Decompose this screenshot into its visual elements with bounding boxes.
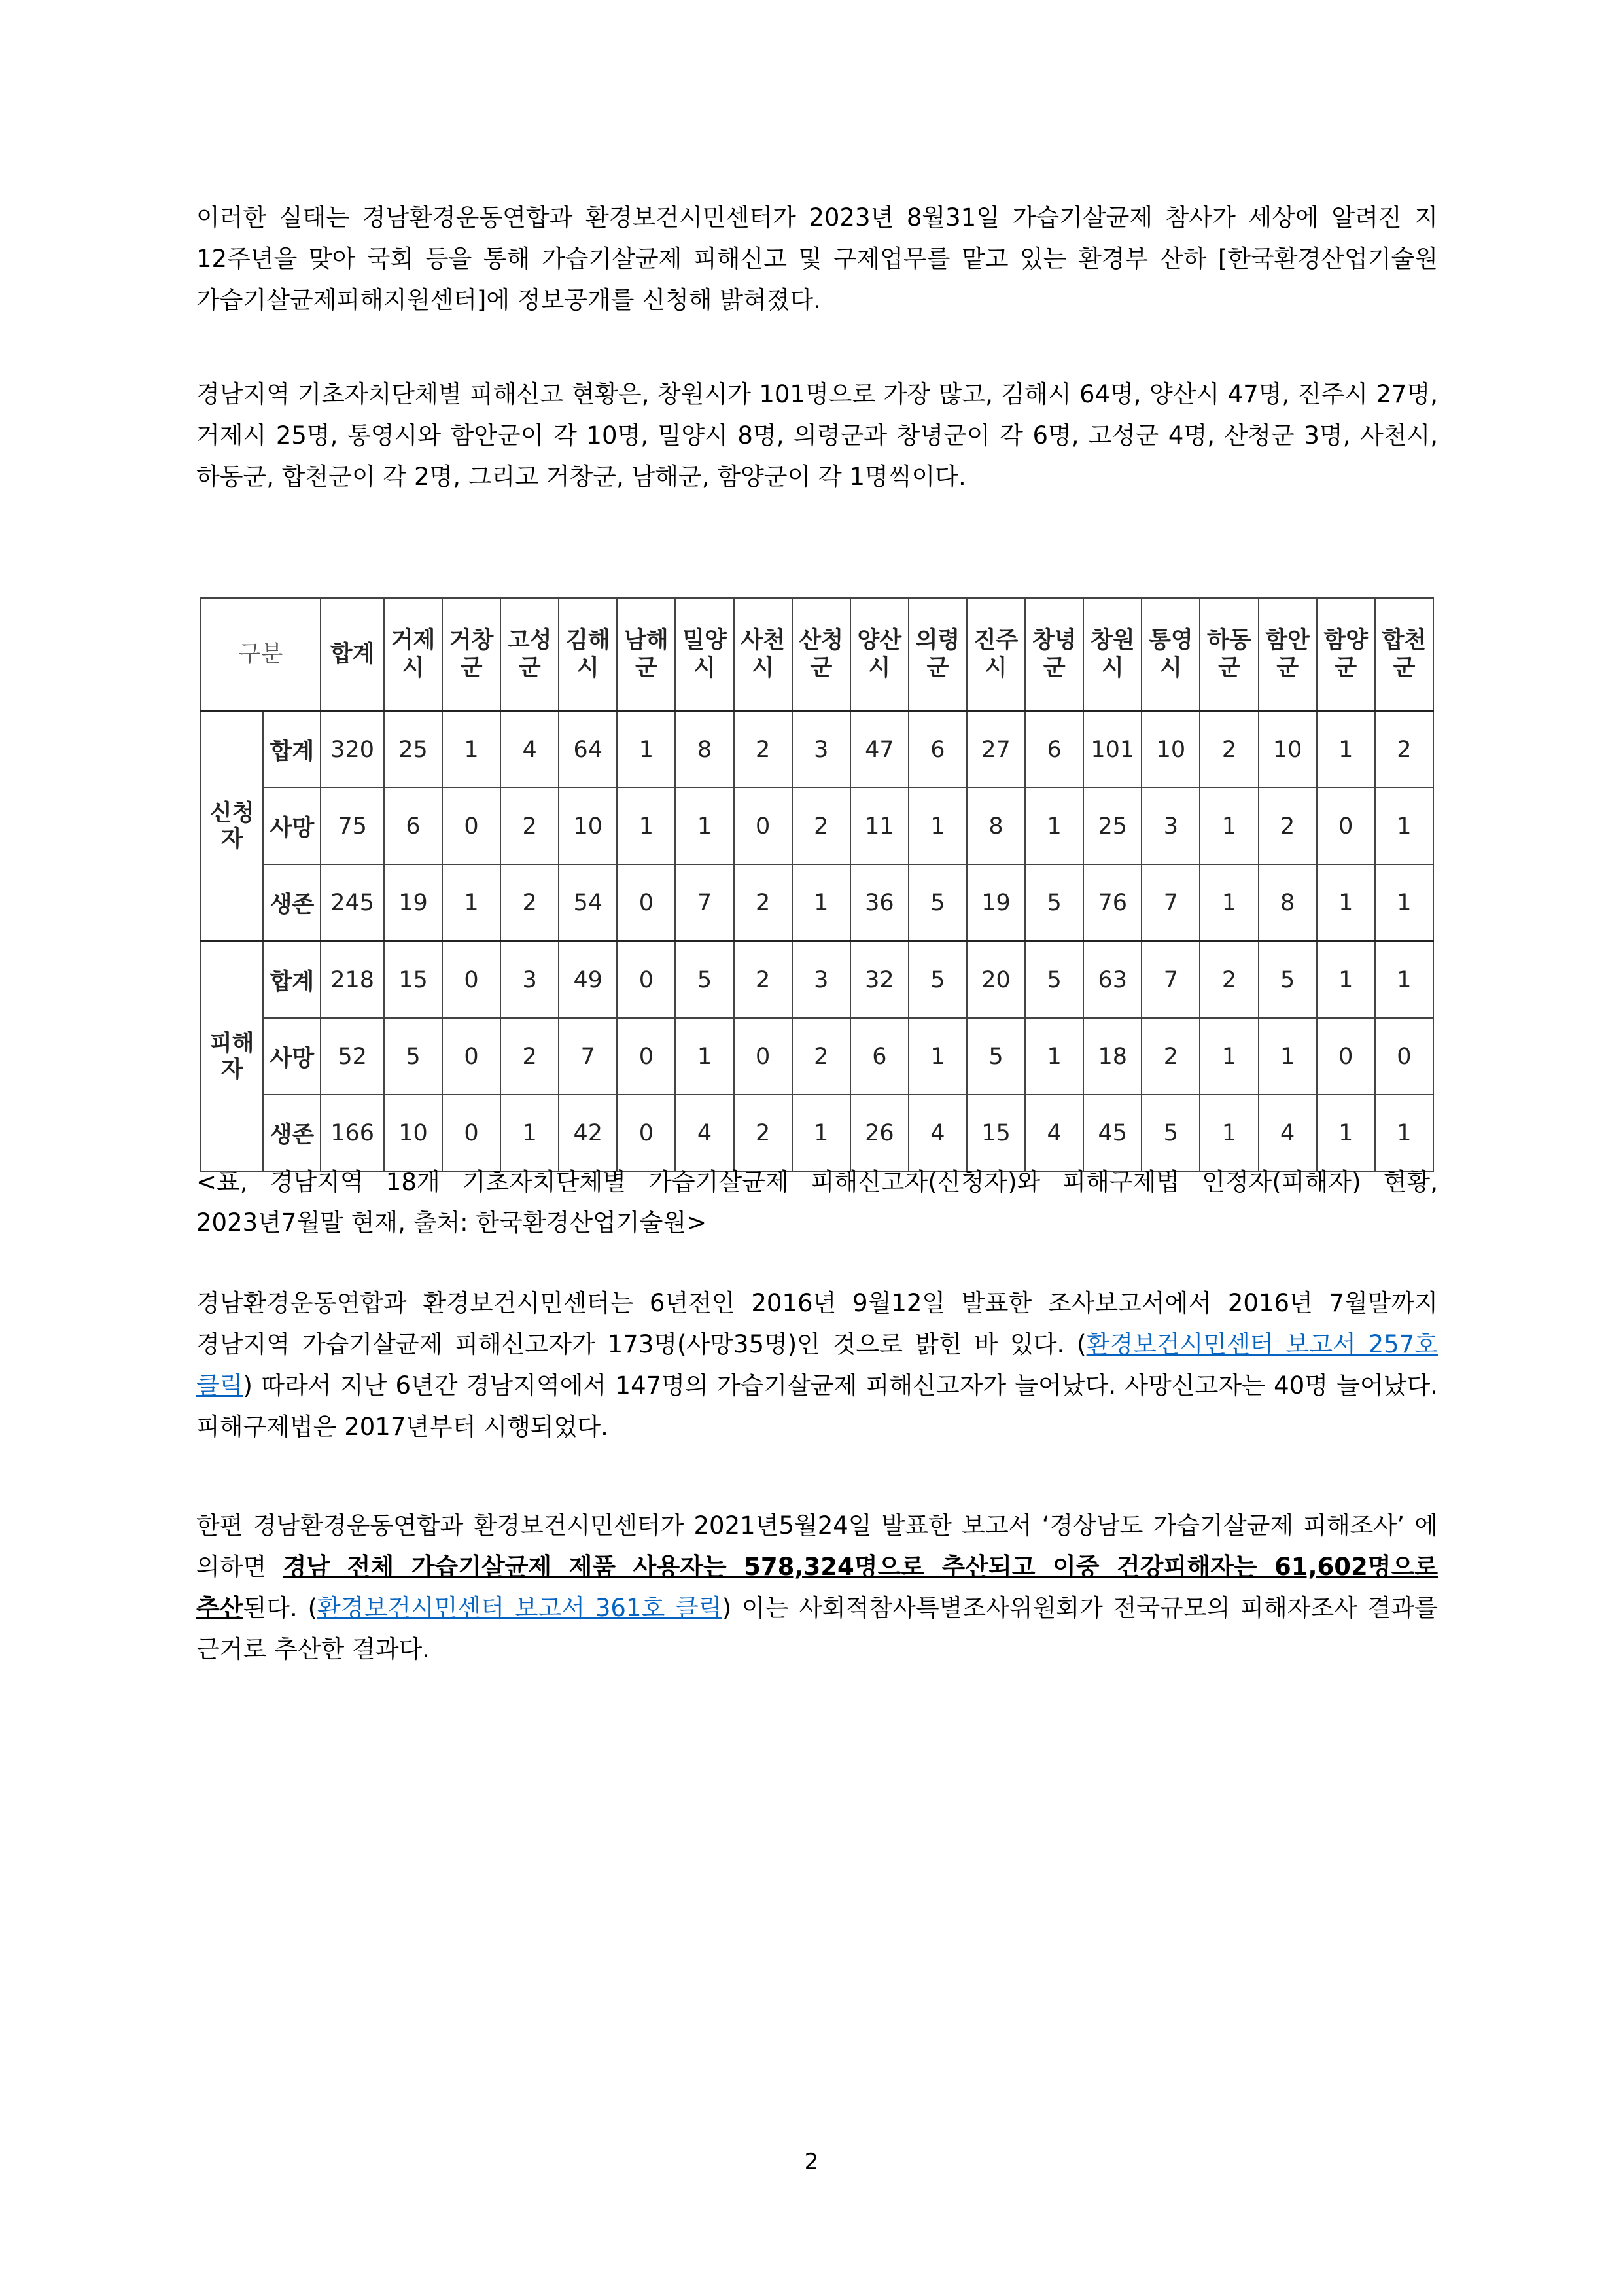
table-cell: 36 [850, 864, 909, 942]
table-cell: 166 [321, 1095, 383, 1171]
paragraph-1: 이러한 실태는 경남환경운동연합과 환경보건시민센터가 2023년 8월31일 가습기살균제 참사가 세상에 알려진 지 12주년을 맞아 국회 등을 통해 가습기살균제 피해신고 및 구제업무를 맡고 있는 환경부 산하 [한국환경산업기술원 가습기살균제피해지원센터]에 정보공개를 신청해 밝혀졌다. [196, 203, 1438, 314]
report-361-link[interactable]: 환경보건시민센터 보고서 361호 클릭 [317, 1594, 722, 1622]
table-column-header: 함안 군 [1259, 598, 1317, 711]
table-cell: 5 [1025, 942, 1083, 1019]
table-row [201, 864, 1433, 942]
table-cell: 0 [442, 1018, 500, 1095]
table-column-header: 남해 군 [617, 598, 675, 711]
table-cell: 1 [1317, 1095, 1375, 1171]
table-cell: 27 [967, 711, 1025, 788]
damage-report-table [200, 597, 1434, 1172]
table-column-header: 진주 시 [967, 598, 1025, 711]
table-cell: 320 [321, 711, 383, 788]
table-cell: 1 [1317, 942, 1375, 1019]
table-cell: 3 [792, 942, 850, 1019]
table-row-label: 생존 [263, 864, 321, 942]
table-cell: 0 [734, 788, 792, 864]
table-column-header: 양산 시 [850, 598, 909, 711]
table-cell: 5 [1259, 942, 1317, 1019]
table-cell: 7 [1142, 864, 1200, 942]
page-number: 2 [804, 2149, 819, 2175]
paragraph-3 [196, 1282, 1438, 1447]
table-cell: 1 [792, 864, 850, 942]
table-cell: 8 [967, 788, 1025, 864]
table-column-header: 함양 군 [1317, 598, 1375, 711]
table-cell: 6 [850, 1018, 909, 1095]
table-cell: 6 [1025, 711, 1083, 788]
table-cell: 2 [734, 942, 792, 1019]
table-cell: 4 [500, 711, 559, 788]
table-cell: 15 [384, 942, 442, 1019]
paragraph-4 [196, 1505, 1438, 1670]
table-cell: 0 [617, 1018, 675, 1095]
table-cell: 1 [617, 711, 675, 788]
table-cell: 0 [1375, 1018, 1433, 1095]
table-cell: 1 [442, 864, 500, 942]
table-cell: 10 [1259, 711, 1317, 788]
table-cell: 2 [1375, 711, 1433, 788]
table-corner-cell: 구분 [201, 598, 321, 711]
table-cell: 1 [1375, 942, 1433, 1019]
table-cell: 3 [1142, 788, 1200, 864]
table-cell: 101 [1083, 711, 1142, 788]
table-cell: 2 [734, 1095, 792, 1171]
table-row [201, 788, 1433, 864]
table-cell: 76 [1083, 864, 1142, 942]
table-cell: 1 [617, 788, 675, 864]
table-cell: 2 [792, 1018, 850, 1095]
paragraph-3-text-a: 경남환경운동연합과 환경보건시민센터는 6년전인 2016년 9월12일 발표한 조사보고서에서 2016년 7월말까지 경남지역 가습기살균제 피해신고자가 173명(사망35명)인 것으로 밝힌 바 있다. ( [196, 1289, 1438, 1358]
table-group-label: 피해 자 [201, 942, 263, 1172]
table-cell: 2 [500, 788, 559, 864]
table-cell: 47 [850, 711, 909, 788]
table-cell: 0 [1317, 788, 1375, 864]
table-cell: 8 [1259, 864, 1317, 942]
report-257-link[interactable]: 환경보건시민센터 보고서 257호 클릭 [196, 1330, 1438, 1400]
table-cell: 32 [850, 942, 909, 1019]
table-cell: 6 [384, 788, 442, 864]
table-column-header: 거제 시 [384, 598, 442, 711]
table-cell: 5 [1025, 864, 1083, 942]
table-cell: 0 [442, 942, 500, 1019]
table-cell: 20 [967, 942, 1025, 1019]
table-cell: 2 [500, 864, 559, 942]
table-cell: 5 [909, 942, 967, 1019]
table-cell: 19 [384, 864, 442, 942]
table-cell: 0 [734, 1018, 792, 1095]
table-row-label: 사망 [263, 788, 321, 864]
table-row-label: 생존 [263, 1095, 321, 1171]
table-cell: 2 [1259, 788, 1317, 864]
table-column-header: 창원 시 [1083, 598, 1142, 711]
table-cell: 1 [1200, 1018, 1258, 1095]
table-row-label: 합계 [263, 942, 321, 1019]
table-cell: 4 [909, 1095, 967, 1171]
paragraph-4-text-c: ) 이는 사회적참사특별조사위원회가 전국규모의 피해자조사 결과를 근거로 추산한 결과다. [196, 1594, 1438, 1663]
table-cell: 18 [1083, 1018, 1142, 1095]
table-column-header: 고성 군 [500, 598, 559, 711]
table-cell: 1 [1375, 1095, 1433, 1171]
table-column-header: 통영 시 [1142, 598, 1200, 711]
table-cell: 1 [500, 1095, 559, 1171]
table-cell: 0 [617, 864, 675, 942]
table-cell: 5 [967, 1018, 1025, 1095]
table-cell: 5 [1142, 1095, 1200, 1171]
table-cell: 2 [792, 788, 850, 864]
table-cell: 45 [1083, 1095, 1142, 1171]
table-cell: 1 [1375, 788, 1433, 864]
table-cell: 2 [1200, 711, 1258, 788]
table-cell: 3 [792, 711, 850, 788]
table-row [201, 1018, 1433, 1095]
table-cell: 75 [321, 788, 383, 864]
table-cell: 10 [384, 1095, 442, 1171]
table-cell: 26 [850, 1095, 909, 1171]
table-cell: 5 [384, 1018, 442, 1095]
table-cell: 3 [500, 942, 559, 1019]
table-row [201, 942, 1433, 1019]
table-cell: 19 [967, 864, 1025, 942]
table-cell: 1 [1259, 1018, 1317, 1095]
table-row-label: 합계 [263, 711, 321, 788]
table-cell: 1 [792, 1095, 850, 1171]
table-cell: 245 [321, 864, 383, 942]
table-cell: 4 [1259, 1095, 1317, 1171]
table-column-header: 사천 시 [734, 598, 792, 711]
table-cell: 1 [1317, 864, 1375, 942]
table-cell: 1 [1025, 1018, 1083, 1095]
table-cell: 1 [675, 1018, 733, 1095]
table-cell: 7 [1142, 942, 1200, 1019]
table-cell: 63 [1083, 942, 1142, 1019]
table-cell: 1 [675, 788, 733, 864]
table-cell: 0 [1317, 1018, 1375, 1095]
table-group-label: 신청 자 [201, 711, 263, 942]
table-cell: 0 [442, 788, 500, 864]
table-cell: 1 [1025, 788, 1083, 864]
table-column-header: 합계 [321, 598, 383, 711]
table-cell: 1 [909, 788, 967, 864]
paragraph-4-text-b: 된다. ( [243, 1594, 318, 1622]
paragraph-3-text-b: ) 따라서 지난 6년간 경남지역에서 147명의 가습기살균제 피해신고자가 늘어났다. 사망신고자는 40명 늘어났다. 피해구제법은 2017년부터 시행되었다. [196, 1371, 1438, 1441]
table-cell: 42 [559, 1095, 617, 1171]
table-cell: 0 [617, 1095, 675, 1171]
table-cell: 4 [1025, 1095, 1083, 1171]
table-row [201, 711, 1433, 788]
table-cell: 6 [909, 711, 967, 788]
table-column-header: 의령 군 [909, 598, 967, 711]
paragraph-2: 경남지역 기초자치단체별 피해신고 현황은, 창원시가 101명으로 가장 많고, 김해시 64명, 양산시 47명, 진주시 27명, 거제시 25명, 통영시와 함안군이 각 10명, 밀양시 8명, 의령군과 창녕군이 각 6명, 고성군 4명, 산청군 3명, 사천시, 하동군, 합천군이 각 2명, 그리고 거창군, 남해군, 함양군이 각 1명씩이다. [196, 380, 1438, 491]
table-cell: 4 [675, 1095, 733, 1171]
table-cell: 2 [1200, 942, 1258, 1019]
data-table-wrapper [200, 597, 1434, 1172]
table-column-header: 하동 군 [1200, 598, 1258, 711]
table-cell: 1 [442, 711, 500, 788]
table-cell: 52 [321, 1018, 383, 1095]
table-cell: 1 [1317, 711, 1375, 788]
table-cell: 7 [675, 864, 733, 942]
table-cell: 5 [675, 942, 733, 1019]
table-column-header: 합천 군 [1375, 598, 1433, 711]
paragraph-4-emphasis: 경남 전체 가습기살균제 제품 사용자는 578,324명으로 추산되고 이중 건강피해자는 61,602명으로 추산 [196, 1553, 1438, 1622]
table-row-label: 사망 [263, 1018, 321, 1095]
table-column-header: 김해 시 [559, 598, 617, 711]
paragraph-4-text-a: 한편 경남환경운동연합과 환경보건시민센터가 2021년5월24일 발표한 보고서 ‘경상남도 가습기살균제 피해조사’ 에 의하면 [196, 1511, 1438, 1581]
table-cell: 25 [1083, 788, 1142, 864]
table-cell: 25 [384, 711, 442, 788]
table-cell: 0 [442, 1095, 500, 1171]
table-cell: 0 [617, 942, 675, 1019]
table-cell: 1 [1200, 1095, 1258, 1171]
table-cell: 11 [850, 788, 909, 864]
table-cell: 10 [1142, 711, 1200, 788]
table-cell: 8 [675, 711, 733, 788]
table-cell: 7 [559, 1018, 617, 1095]
table-cell: 1 [909, 1018, 967, 1095]
table-cell: 15 [967, 1095, 1025, 1171]
table-cell: 2 [1142, 1018, 1200, 1095]
table-column-header: 밀양 시 [675, 598, 733, 711]
table-column-header: 거창 군 [442, 598, 500, 711]
table-column-header: 창녕 군 [1025, 598, 1083, 711]
table-cell: 218 [321, 942, 383, 1019]
table-cell: 1 [1200, 864, 1258, 942]
table-cell: 1 [1375, 864, 1433, 942]
table-cell: 10 [559, 788, 617, 864]
table-cell: 49 [559, 942, 617, 1019]
table-header-row [201, 598, 1433, 711]
table-cell: 5 [909, 864, 967, 942]
table-cell: 2 [734, 711, 792, 788]
table-cell: 1 [1200, 788, 1258, 864]
table-caption: <표, 경남지역 18개 기초자치단체별 가습기살균제 피해신고자(신청자)와 피해구제법 인정자(피해자) 현황, 2023년7월말 현재, 출처: 한국환경산업기술원> [196, 1168, 1438, 1237]
table-cell: 2 [734, 864, 792, 942]
table-cell: 2 [500, 1018, 559, 1095]
table-cell: 54 [559, 864, 617, 942]
table-column-header: 산청 군 [792, 598, 850, 711]
table-cell: 64 [559, 711, 617, 788]
table-row [201, 1095, 1433, 1171]
